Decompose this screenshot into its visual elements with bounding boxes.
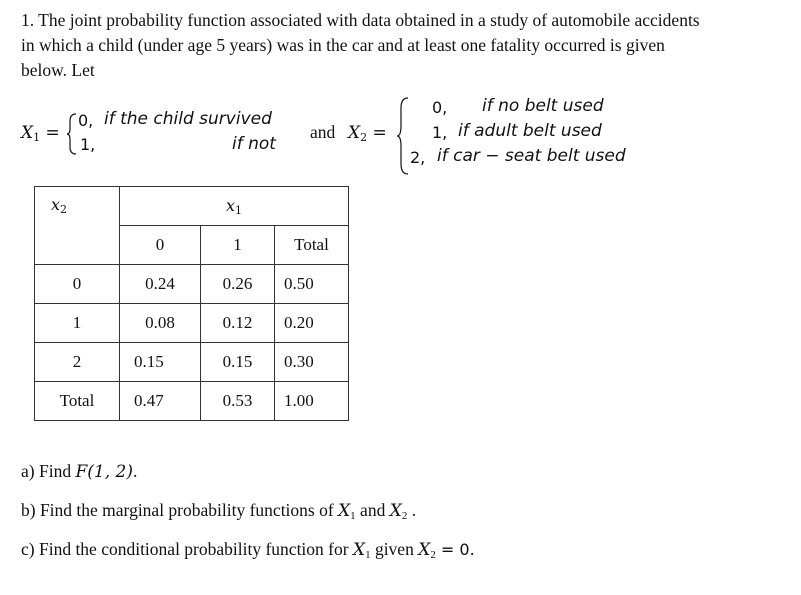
cell-value: 0.26 <box>201 265 275 304</box>
cell-value: 0.53 <box>201 382 275 421</box>
cell-value: 0.12 <box>201 304 275 343</box>
x2-case3-condition: if car − seat belt used <box>437 146 626 166</box>
problem-statement <box>21 8 796 83</box>
cell-value: 0.24 <box>120 265 201 304</box>
table-row <box>35 382 349 421</box>
table-row <box>35 343 349 382</box>
cell-value: 0.15 <box>120 343 201 382</box>
cell-value: 0.20 <box>275 304 349 343</box>
x1-brace <box>66 112 78 156</box>
x2-case1-value: 0, <box>432 98 448 117</box>
x2-case2-condition: if adult belt used <box>458 121 602 141</box>
question-a: a) Find F(1, 2). <box>21 461 138 482</box>
x1-case2-condition: if not <box>232 134 276 154</box>
and-text: and <box>310 122 336 142</box>
question-c: c) Find the conditional probability function for $X_1$ given $X_2 = 0$. <box>21 539 475 561</box>
row-label: Total <box>35 382 120 421</box>
x2-case3-value: 2, <box>410 148 426 167</box>
problem-line-2: in which a child (under age 5 years) was in the car and at least one fatality occurred is given <box>21 35 665 55</box>
x2-case1-condition: if no belt used <box>482 96 604 116</box>
problem-line-3: below. Let <box>21 60 95 80</box>
cell-value: 0.30 <box>275 343 349 382</box>
row-label: 0 <box>35 265 120 304</box>
cell-value: 1.00 <box>275 382 349 421</box>
x1-label: $X_1$ = <box>21 123 60 144</box>
col-label: 1 <box>201 226 275 265</box>
row-label: 1 <box>35 304 120 343</box>
x1-case2-value: 1, <box>80 135 96 154</box>
x2-case2-value: 1, <box>432 123 448 142</box>
col-header-x1: $x_1$ <box>120 187 349 226</box>
table-row <box>35 265 349 304</box>
problem-line-1: 1. The joint probability function associated with data obtained in a study of automobile accidents <box>21 10 700 30</box>
joint-probability-table <box>34 186 349 421</box>
col-label: 0 <box>120 226 201 265</box>
col-label: Total <box>275 226 349 265</box>
row-label: 2 <box>35 343 120 382</box>
cell-value: 0.50 <box>275 265 349 304</box>
x2-brace <box>396 96 410 176</box>
cell-value: 0.08 <box>120 304 201 343</box>
table-row <box>35 304 349 343</box>
cell-value: 0.47 <box>120 382 201 421</box>
row-header-x2: $x_2$ <box>35 187 120 265</box>
x1-case1-value: 0, <box>78 111 94 130</box>
x2-label: $X_2$ = <box>348 123 387 144</box>
x1-case1-condition: if the child survived <box>104 109 272 129</box>
question-b: b) Find the marginal probability functions of $X_1$ and $X_2$ . <box>21 500 417 522</box>
cell-value: 0.15 <box>201 343 275 382</box>
